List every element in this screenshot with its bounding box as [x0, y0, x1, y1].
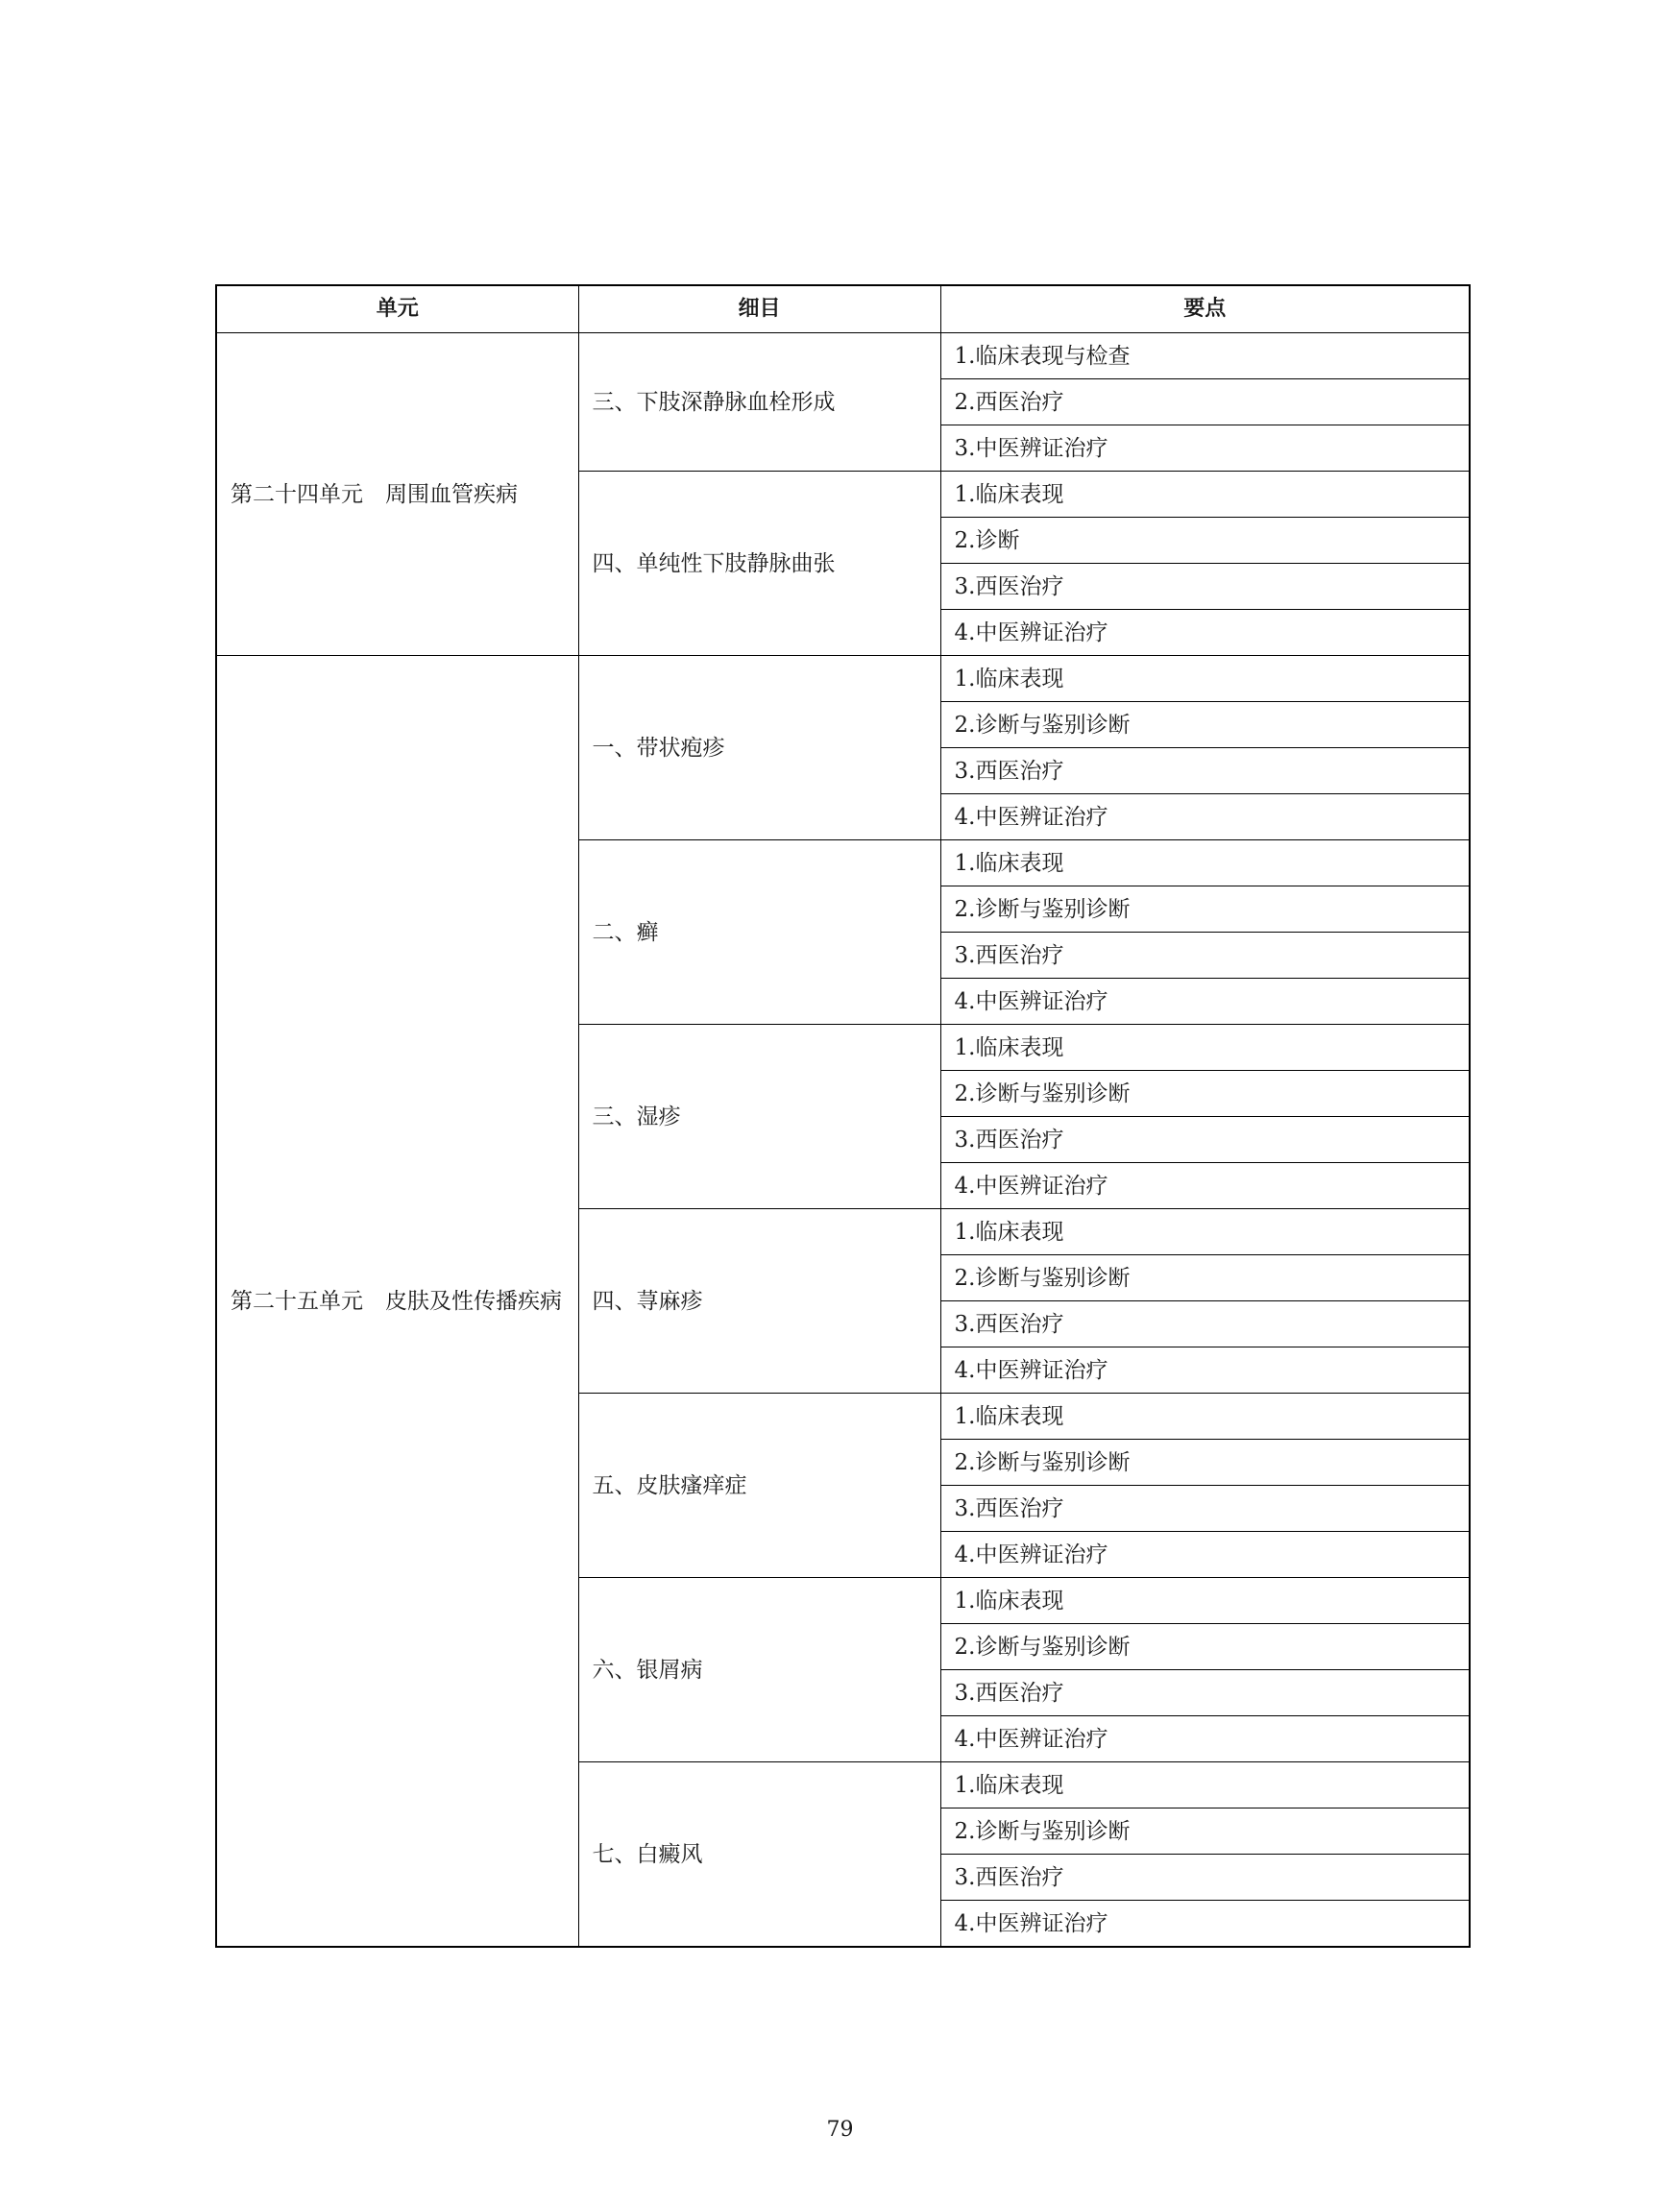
table-body — [216, 333, 1470, 1948]
point-cell: 1.临床表现 — [940, 1762, 1470, 1808]
item-cell: 三、下肢深静脉血栓形成 — [578, 333, 940, 472]
table-row — [216, 656, 1470, 702]
unit-cell: 第二十四单元 周围血管疾病 — [216, 333, 578, 656]
point-cell: 4.中医辨证治疗 — [940, 979, 1470, 1025]
point-cell: 4.中医辨证治疗 — [940, 794, 1470, 840]
syllabus-table — [215, 284, 1471, 1948]
point-cell: 3.西医治疗 — [940, 1117, 1470, 1163]
item-cell: 六、银屑病 — [578, 1578, 940, 1762]
header-unit: 单元 — [216, 285, 578, 333]
point-cell: 4.中医辨证治疗 — [940, 1901, 1470, 1948]
item-cell: 七、白癜风 — [578, 1762, 940, 1948]
point-cell: 3.西医治疗 — [940, 1855, 1470, 1901]
point-cell: 1.临床表现 — [940, 1025, 1470, 1071]
item-cell: 二、癣 — [578, 840, 940, 1025]
point-cell: 3.西医治疗 — [940, 564, 1470, 610]
point-cell: 2.诊断 — [940, 518, 1470, 564]
point-cell: 4.中医辨证治疗 — [940, 1532, 1470, 1578]
point-cell: 1.临床表现与检查 — [940, 333, 1470, 379]
point-cell: 3.西医治疗 — [940, 1301, 1470, 1347]
table-row — [216, 333, 1470, 379]
point-cell: 1.临床表现 — [940, 840, 1470, 886]
point-cell: 4.中医辨证治疗 — [940, 610, 1470, 656]
point-cell: 2.诊断与鉴别诊断 — [940, 1624, 1470, 1670]
item-cell: 四、荨麻疹 — [578, 1209, 940, 1394]
point-cell: 3.中医辨证治疗 — [940, 425, 1470, 472]
header-row — [216, 285, 1470, 333]
point-cell: 4.中医辨证治疗 — [940, 1716, 1470, 1762]
point-cell: 2.诊断与鉴别诊断 — [940, 1440, 1470, 1486]
point-cell: 1.临床表现 — [940, 472, 1470, 518]
point-cell: 1.临床表现 — [940, 1578, 1470, 1624]
header-item: 细目 — [578, 285, 940, 333]
item-cell: 五、皮肤瘙痒症 — [578, 1394, 940, 1578]
point-cell: 2.诊断与鉴别诊断 — [940, 1071, 1470, 1117]
header-point: 要点 — [940, 285, 1470, 333]
point-cell: 2.诊断与鉴别诊断 — [940, 1255, 1470, 1301]
point-cell: 1.临床表现 — [940, 656, 1470, 702]
point-cell: 2.诊断与鉴别诊断 — [940, 886, 1470, 933]
item-cell: 四、单纯性下肢静脉曲张 — [578, 472, 940, 656]
point-cell: 3.西医治疗 — [940, 933, 1470, 979]
point-cell: 2.诊断与鉴别诊断 — [940, 1808, 1470, 1855]
point-cell: 3.西医治疗 — [940, 748, 1470, 794]
unit-cell: 第二十五单元 皮肤及性传播疾病 — [216, 656, 578, 1948]
point-cell: 4.中医辨证治疗 — [940, 1347, 1470, 1394]
page-number: 79 — [826, 2118, 854, 2142]
item-cell: 三、湿疹 — [578, 1025, 940, 1209]
item-cell: 一、带状疱疹 — [578, 656, 940, 840]
point-cell: 1.临床表现 — [940, 1394, 1470, 1440]
point-cell: 2.西医治疗 — [940, 379, 1470, 425]
point-cell: 3.西医治疗 — [940, 1486, 1470, 1532]
point-cell: 1.临床表现 — [940, 1209, 1470, 1255]
point-cell: 4.中医辨证治疗 — [940, 1163, 1470, 1209]
point-cell: 3.西医治疗 — [940, 1670, 1470, 1716]
point-cell: 2.诊断与鉴别诊断 — [940, 702, 1470, 748]
